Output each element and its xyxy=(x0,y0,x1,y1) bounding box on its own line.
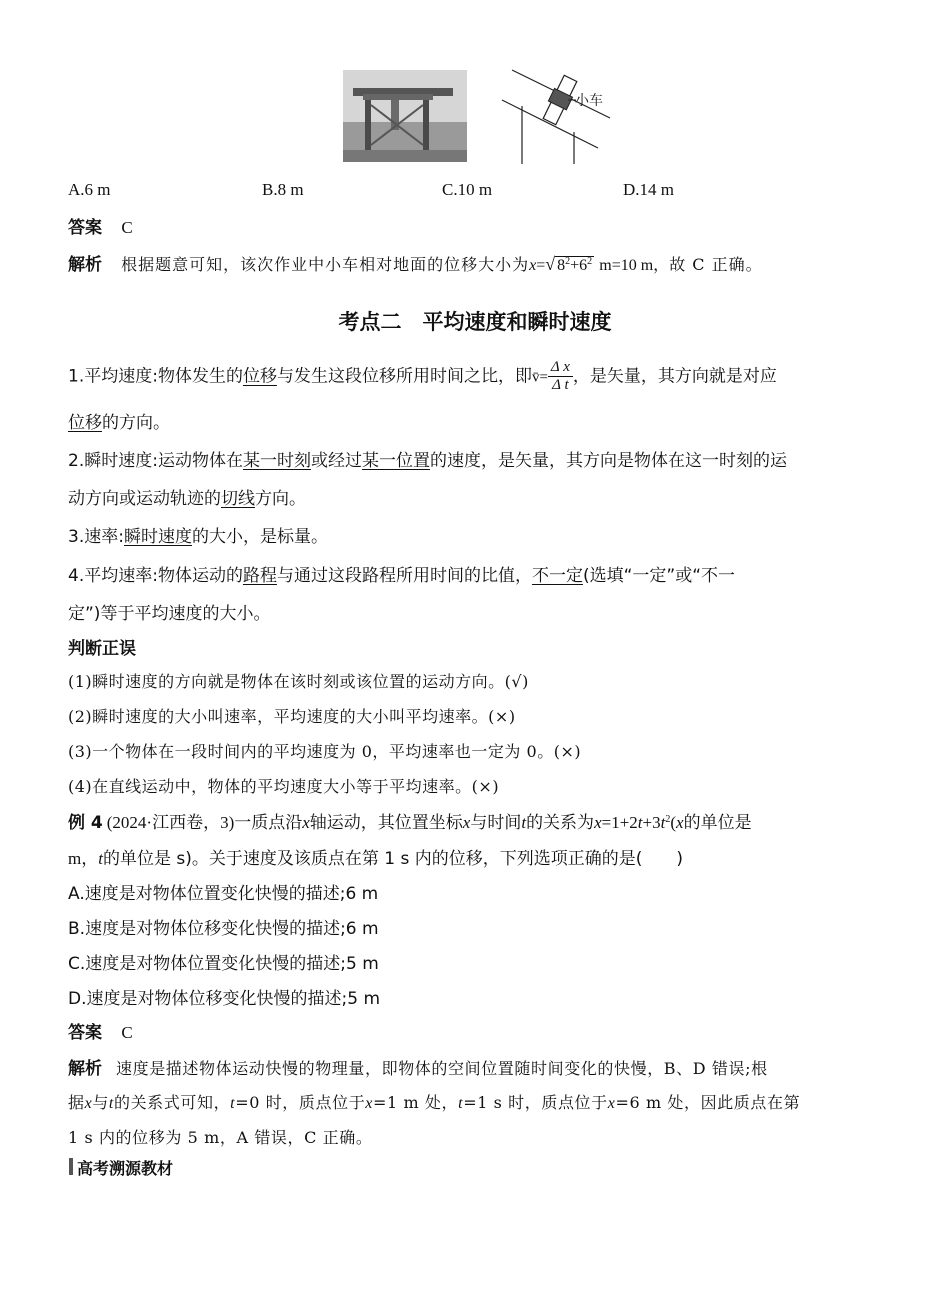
concept-1-line-2 xyxy=(68,408,170,433)
concept-3 xyxy=(68,522,328,547)
var-x: x xyxy=(529,257,537,274)
concept-2-line-2 xyxy=(68,484,306,509)
stem-c: 与时间 xyxy=(470,813,522,833)
trolley-diagram xyxy=(498,66,618,166)
example4-analysis-line-2 xyxy=(68,1090,800,1113)
judge-title: 判断正误 xyxy=(68,639,136,659)
eq-b: +3 xyxy=(642,813,661,832)
stem-d: 的关系为 xyxy=(526,813,595,833)
c2-part-h: 方向。 xyxy=(255,489,306,509)
gantry-crane-photo xyxy=(343,70,467,162)
analysis-result: m=10 m， xyxy=(599,257,670,274)
var-x: x xyxy=(365,1095,373,1112)
var-x: x xyxy=(607,1095,616,1112)
var-x: x xyxy=(676,813,684,832)
c1-fraction xyxy=(548,359,573,394)
example4-analysis-line-1 xyxy=(68,1054,768,1079)
exp-2: 2 xyxy=(665,814,671,825)
example4-option-b: B.速度是对物体位移变化快慢的描述;6 m xyxy=(68,919,379,939)
var-t: t xyxy=(660,813,666,832)
q3-answer xyxy=(68,213,133,238)
judge-item-4: (4)在直线运动中，物体的平均速度大小等于平均速率。(×) xyxy=(68,777,500,796)
c4-part-a: 4.平均速率:物体运动的 xyxy=(68,566,243,586)
c3-part-c: 的大小，是标量。 xyxy=(191,527,328,547)
example-label: 例 4 xyxy=(68,813,103,833)
q3-option-b: B.8 m xyxy=(262,180,304,199)
an2-d: =0 时，质点位于 xyxy=(235,1093,366,1112)
root-a: 8 xyxy=(557,257,566,274)
an2-b: 与 xyxy=(92,1093,109,1112)
section-marker-bar xyxy=(69,1158,73,1175)
example4-analysis-line-3: 1 s 内的位移为 5 m，A 错误，C 正确。 xyxy=(68,1128,373,1147)
example4-option-c: C.速度是对物体位置变化快慢的描述;5 m xyxy=(68,954,379,974)
var-x: x xyxy=(462,813,471,832)
c1-part-d: ，是矢量，其方向就是对应 xyxy=(572,366,777,387)
c1-vbar: v̄= xyxy=(531,369,548,386)
q3-analysis xyxy=(68,250,763,275)
var-x: x xyxy=(302,813,310,832)
c2-part-c: 或经过 xyxy=(310,451,362,471)
root-b: 6 xyxy=(579,257,588,274)
q3-option-c: C.10 m xyxy=(442,180,493,199)
answer-label: 答案 xyxy=(68,1023,102,1043)
crane-photo-drawing xyxy=(343,70,467,162)
judge-item-1: (1)瞬时速度的方向就是物体在该时刻或该位置的运动方向。(√) xyxy=(68,672,529,691)
c3-blank-instant-velocity: 瞬时速度 xyxy=(123,527,192,547)
c1-part-f: 的方向。 xyxy=(102,413,170,433)
an2-a: 据 xyxy=(68,1093,85,1112)
stem-e: ( xyxy=(670,813,677,832)
c2-blank-position: 某一位置 xyxy=(361,451,430,471)
analysis-label: 解析 xyxy=(68,1059,102,1079)
c4-blank-not-necessarily: 不一定 xyxy=(531,566,583,586)
c4-part-e: (选填“一定”或“不一 xyxy=(582,566,736,586)
c3-part-a: 3.速率: xyxy=(68,527,124,547)
var-t: t xyxy=(458,1095,464,1112)
concept-4-line-1 xyxy=(68,561,735,586)
stem-b: 轴运动，其位置坐标 xyxy=(309,813,463,833)
q3-option-d: D.14 m xyxy=(623,180,674,199)
stem-a: 一质点沿 xyxy=(234,813,303,833)
c1-blank-displacement: 位移 xyxy=(242,366,277,387)
line2-b: 的单位是 s)。关于速度及该质点在第 1 s 内的位移，下列选项正确的是( ) xyxy=(102,849,684,869)
example4-answer xyxy=(68,1018,133,1043)
c1-part-c: 与发生这段位移所用时间之比，即 xyxy=(276,366,532,387)
an2-e: =1 m 处， xyxy=(373,1093,459,1112)
judge-item-3: (3)一个物体在一段时间内的平均速度为 0，平均速率也一定为 0。(×) xyxy=(68,742,582,761)
var-x: x xyxy=(594,813,602,832)
an2-g: =6 m 处，因此质点在第 xyxy=(615,1093,801,1112)
var-t: t xyxy=(230,1095,236,1112)
c2-blank-moment: 某一时刻 xyxy=(242,451,311,471)
equals-sign: = xyxy=(536,257,546,274)
sqrt-expression: √ $8^2+6^2$ xyxy=(545,254,593,274)
section-title: 考点二 平均速度和瞬时速度 xyxy=(338,310,612,334)
an2-f: =1 s 时，质点位于 xyxy=(463,1093,608,1112)
var-t: t xyxy=(637,813,643,832)
example4-stem-line-2 xyxy=(68,844,683,869)
var-t: t xyxy=(108,1095,114,1112)
concept-4-line-2 xyxy=(68,599,270,624)
c2-blank-tangent: 切线 xyxy=(221,489,255,509)
var-t: t xyxy=(98,849,103,868)
analysis-end: 故 C 正确。 xyxy=(669,255,763,274)
analysis-line-1-text: 速度是描述物体运动快慢的物理量，即物体的空间位置随时间变化的快慢，B、D 错误;根 xyxy=(116,1059,768,1078)
var-x: x xyxy=(84,1095,93,1112)
root-exp-a: 2 xyxy=(565,256,571,267)
c1-denominator: Δ t xyxy=(552,377,569,393)
answer-value: C xyxy=(121,218,133,237)
stem-f: 的单位是 xyxy=(683,813,752,833)
example4-option-a: A.速度是对物体位置变化快慢的描述;6 m xyxy=(68,884,379,904)
var-t: t xyxy=(521,813,527,832)
car-label: 小车 xyxy=(575,93,603,109)
eq-a: =1+2 xyxy=(601,813,638,832)
an2-c: 的关系式可知， xyxy=(113,1093,231,1112)
example4-stem-line-1 xyxy=(68,808,752,833)
c1-blank-displacement-2: 位移 xyxy=(68,413,102,433)
concept-1-line-1 xyxy=(68,359,777,394)
analysis-text: 根据题意可知，该次作业中小车相对地面的位移大小为 xyxy=(121,255,530,274)
analysis-label: 解析 xyxy=(68,255,102,275)
c2-part-e: 的速度，是矢量，其方向是物体在这一时刻的运 xyxy=(429,451,787,471)
c1-part-a: 1.平均速度:物体发生的 xyxy=(68,366,243,387)
c4-part-c: 与通过这段路程所用时间的比值， xyxy=(276,566,532,586)
concept-2-line-1 xyxy=(68,446,787,471)
line2-a: m， xyxy=(68,849,99,868)
judge-item-2: (2)瞬时速度的大小叫速率，平均速度的大小叫平均速率。(×) xyxy=(68,707,516,726)
c4-part-f: 定”)等于平均速度的大小。 xyxy=(68,604,271,624)
footer-heading: 高考溯源教材 xyxy=(77,1159,174,1178)
answer-value: C xyxy=(121,1023,133,1042)
c1-numerator: Δ x xyxy=(548,359,573,377)
q3-option-a: A.6 m xyxy=(68,180,111,199)
c2-part-f: 动方向或运动轨迹的 xyxy=(68,489,221,509)
example4-option-d: D.速度是对物体位移变化快慢的描述;5 m xyxy=(68,989,381,1009)
answer-label: 答案 xyxy=(68,218,102,238)
root-exp-b: 2 xyxy=(587,256,593,267)
c2-part-a: 2.瞬时速度:运动物体在 xyxy=(68,451,243,471)
root-plus: + xyxy=(570,257,580,274)
example-source: (2024·江西卷，3) xyxy=(106,813,235,832)
c4-blank-path: 路程 xyxy=(242,566,277,586)
